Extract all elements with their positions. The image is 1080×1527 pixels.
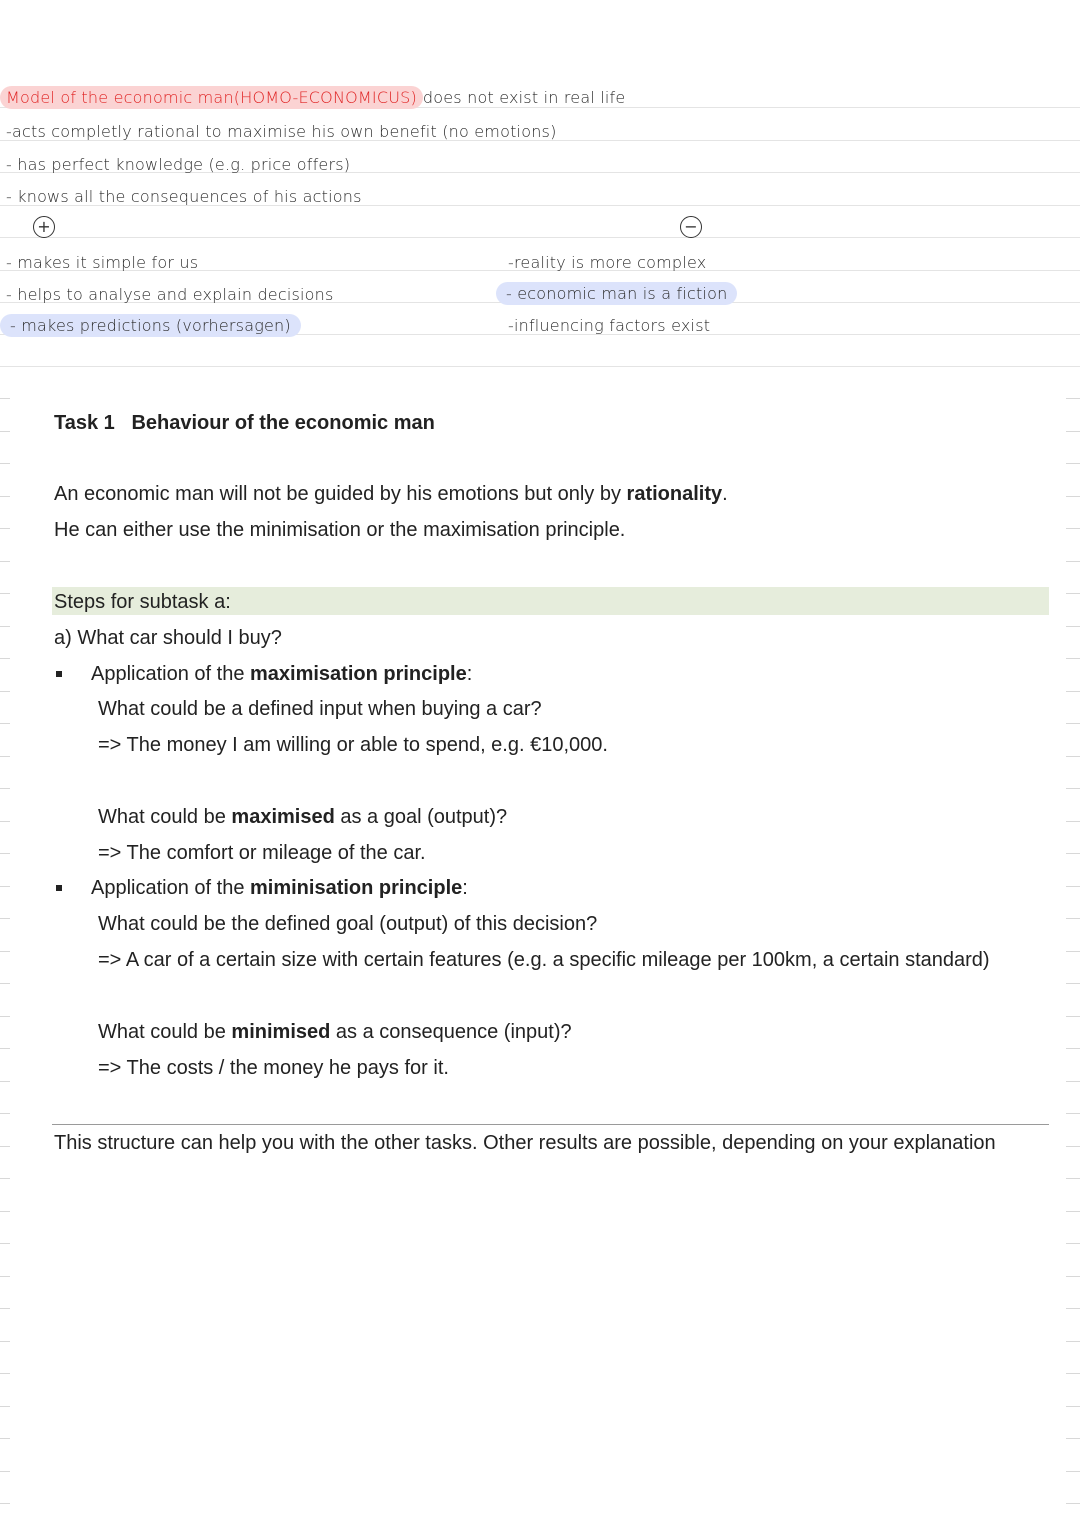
max-answer-1: => The money I am willing or able to spend, e.g. €10,000. (98, 734, 608, 756)
margin-tick (1066, 886, 1080, 887)
notes-line-1: -acts completly rational to maximise his own benefit (no emotions) (6, 122, 557, 141)
max-answer-2: => The comfort or mileage of the car. (98, 842, 426, 864)
margin-tick (0, 1146, 10, 1147)
margin-tick (0, 658, 10, 659)
margin-tick (1066, 788, 1080, 789)
margin-tick (0, 691, 10, 692)
max-principle-heading (91, 663, 472, 686)
margin-tick (0, 756, 10, 757)
margin-tick (0, 983, 10, 984)
margin-tick (1066, 821, 1080, 822)
task-title: Behaviour of the economic man (131, 412, 435, 434)
intro-punct: . (722, 483, 728, 505)
margin-tick (1066, 1373, 1080, 1374)
pro-item-1: - makes it simple for us (6, 253, 199, 272)
margin-tick (0, 496, 10, 497)
min-q2-post: as a consequence (input)? (330, 1021, 572, 1043)
margin-tick (1066, 1081, 1080, 1082)
min-post: : (462, 877, 468, 899)
pro-item-2: - helps to analyse and explain decisions (6, 285, 334, 304)
margin-tick (1066, 918, 1080, 919)
margin-tick (1066, 528, 1080, 529)
min-q2-pre: What could be (98, 1021, 232, 1043)
margin-tick (1066, 496, 1080, 497)
margin-tick (0, 463, 10, 464)
margin-tick (0, 561, 10, 562)
margin-tick (0, 1503, 10, 1504)
min-pre: Application of the (91, 877, 250, 899)
intro-bold: rationality (626, 483, 723, 505)
bullet-square-icon (56, 671, 62, 677)
margin-tick (0, 1113, 10, 1114)
minus-icon: − (680, 216, 702, 238)
intro-text: An economic man will not be guided by his emotions but only by (54, 483, 627, 505)
margin-tick (1066, 1178, 1080, 1179)
margin-tick (1066, 1438, 1080, 1439)
margin-tick (0, 1081, 10, 1082)
margin-tick (1066, 691, 1080, 692)
margin-tick (1066, 756, 1080, 757)
intro-line-1 (54, 483, 728, 506)
margin-tick (0, 918, 10, 919)
margin-tick (0, 1211, 10, 1212)
margin-tick (1066, 1016, 1080, 1017)
margin-tick (1066, 1406, 1080, 1407)
margin-tick (1066, 561, 1080, 562)
margin-tick (1066, 951, 1080, 952)
margin-tick (0, 1048, 10, 1049)
margin-tick (0, 1438, 10, 1439)
margin-tick (0, 528, 10, 529)
max-q2-post: as a goal (output)? (334, 806, 508, 828)
task-heading (54, 412, 435, 435)
con-item-2 (496, 284, 737, 303)
max-question-1: What could be a defined input when buying a car? (98, 698, 542, 720)
min-question-1: What could be the defined goal (output) of this decision? (98, 913, 598, 935)
footer-note: This structure can help you with the other tasks. Other results are possible, depending on your explanation (54, 1132, 996, 1154)
margin-tick (1066, 431, 1080, 432)
margin-tick (1066, 658, 1080, 659)
margin-tick (0, 398, 10, 399)
margin-tick (0, 431, 10, 432)
margin-tick (0, 821, 10, 822)
margin-tick (1066, 1243, 1080, 1244)
max-question-2 (98, 806, 507, 829)
margin-tick (0, 1016, 10, 1017)
intro-line-2: He can either use the minimisation or the maximisation principle. (54, 519, 626, 541)
margin-tick (0, 1243, 10, 1244)
margin-tick (0, 1276, 10, 1277)
pro-item-3-highlight: - makes predictions (vorhersagen) (0, 314, 301, 337)
max-post: : (466, 663, 473, 685)
margin-tick (1066, 853, 1080, 854)
margin-tick (1066, 1341, 1080, 1342)
min-q2-bold: minimised (231, 1021, 331, 1043)
margin-tick (1066, 983, 1080, 984)
margin-tick (1066, 463, 1080, 464)
margin-tick (0, 723, 10, 724)
margin-tick (1066, 1048, 1080, 1049)
min-principle-heading (91, 877, 468, 900)
margin-tick (1066, 1471, 1080, 1472)
steps-header: Steps for subtask a: (54, 591, 231, 613)
max-q2-pre: What could be (98, 806, 232, 828)
notes-title (0, 88, 625, 107)
margin-tick (1066, 593, 1080, 594)
margin-tick (0, 1406, 10, 1407)
divider (52, 1124, 1049, 1125)
task-label: Task 1 (54, 412, 115, 434)
margin-tick (0, 1308, 10, 1309)
margin-tick (1066, 723, 1080, 724)
margin-tick (0, 886, 10, 887)
min-bold: miminisation principle (250, 877, 463, 899)
notes-line-3: - knows all the consequences of his actions (6, 187, 362, 206)
min-answer-1: => A car of a certain size with certain features (e.g. a specific mileage per 100km, a certain standard) (98, 949, 990, 971)
margin-tick (0, 593, 10, 594)
bullet-square-icon (56, 885, 62, 891)
margin-tick (1066, 626, 1080, 627)
notes-line-2: - has perfect knowledge (e.g. price offers) (6, 155, 351, 174)
margin-tick (1066, 1211, 1080, 1212)
plus-icon: + (33, 216, 55, 238)
con-item-2-highlight: - economic man is a fiction (496, 282, 737, 305)
min-question-2 (98, 1021, 572, 1044)
min-answer-2: => The costs / the money he pays for it. (98, 1057, 449, 1079)
margin-tick (1066, 1503, 1080, 1504)
margin-tick (0, 1178, 10, 1179)
margin-tick (1066, 1308, 1080, 1309)
max-q2-bold: maximised (231, 806, 335, 828)
margin-tick (1066, 1146, 1080, 1147)
max-pre: Application of the (91, 663, 250, 685)
question-a: a) What car should I buy? (54, 627, 282, 649)
notes-title-rest: does not exist in real life (422, 88, 626, 107)
margin-tick (0, 788, 10, 789)
max-bold: maximisation principle (250, 663, 467, 685)
pro-item-3 (0, 316, 301, 335)
margin-tick (0, 1471, 10, 1472)
notes-title-highlight: Model of the economic man(HOMO-ECONOMICUS) (0, 86, 423, 109)
con-item-3: -influencing factors exist (508, 316, 711, 335)
margin-tick (0, 951, 10, 952)
margin-tick (0, 1373, 10, 1374)
margin-tick (1066, 1113, 1080, 1114)
con-item-1: -reality is more complex (508, 253, 707, 272)
margin-tick (1066, 1276, 1080, 1277)
margin-tick (1066, 398, 1080, 399)
margin-tick (0, 853, 10, 854)
margin-tick (0, 626, 10, 627)
margin-tick (0, 1341, 10, 1342)
